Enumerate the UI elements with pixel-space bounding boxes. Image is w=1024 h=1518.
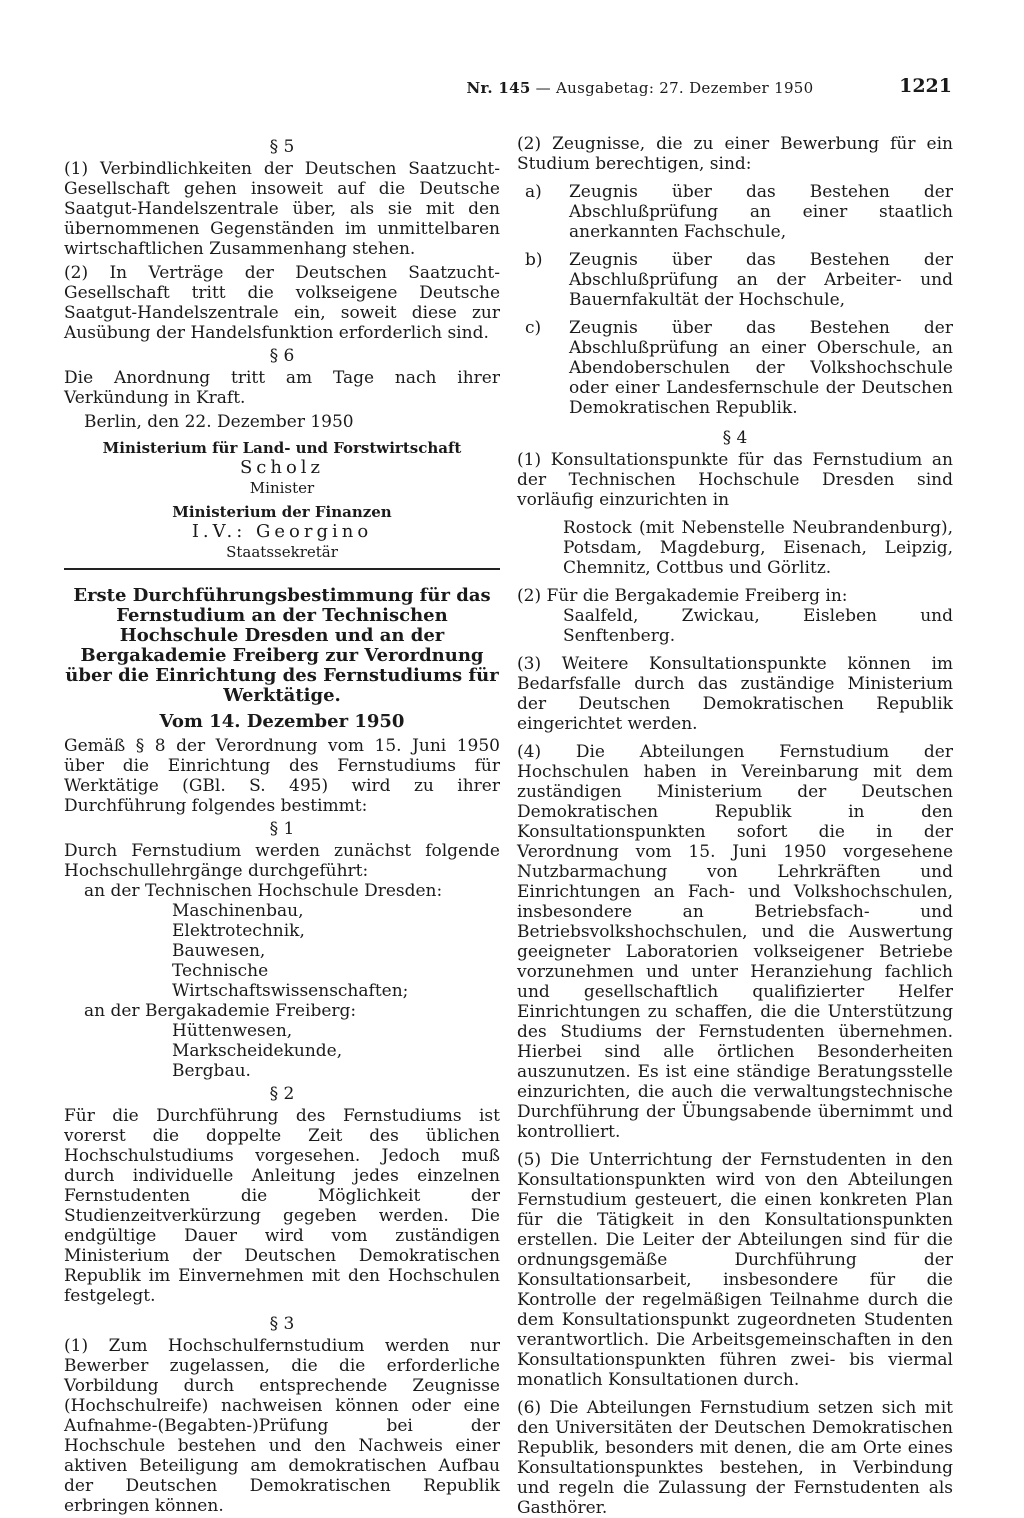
ministry-1: Ministerium für Land- und Forstwirtschaft [102, 439, 462, 457]
consultation-places-ba: Saalfeld, Zwickau, Eisleben und Senftenberg. [563, 606, 953, 646]
section-1-heading: § 1 [269, 819, 295, 839]
page-number: 1221 [899, 75, 952, 97]
ministry-2: Ministerium der Finanzen [172, 503, 392, 521]
right-column [517, 134, 953, 1518]
list-text: Zeugnis über das Bestehen der Abschlußprüfung an der Arbeiter- und Bauernfakultät der Hochschule, [569, 250, 953, 310]
tu-course-list [64, 901, 500, 1001]
list-item: Markscheidekunde, [172, 1041, 343, 1061]
section-4-paragraph-3: (3) Weitere Konsultationspunkte können im Bedarfsfalle durch das zuständige Ministerium der Deutschen Demokratischen Republik eingerichtet werden. [517, 654, 953, 734]
list-label: b) [525, 250, 543, 270]
list-label: c) [525, 318, 542, 338]
list-item: Hüttenwesen, [172, 1021, 293, 1041]
intro-paragraph: Gemäß § 8 der Verordnung vom 15. Juni 1950 über die Einrichtung des Fernstudiums für Werktätige (GBl. S. 495) wird zu ihrer Durchführung folgendes bestimmt: [64, 736, 500, 816]
section-4-paragraph-6: (6) Die Abteilungen Fernstudium setzen sich mit den Universitäten der Deutschen Demokratischen Republik, besonders mit denen, die am Orte eines Konsultationspunktes bestehen, in Verbindung und regeln die Zulassung der Fernstudenten als Gasthörer. [517, 1398, 953, 1518]
section-4-paragraph-4: (4) Die Abteilungen Fernstudium der Hochschulen haben in Vereinbarung mit dem zuständigen Ministerium der Deutschen Demokratischen Republik in den Konsultationspunkten sofort die in der Verordnung vom 15. Juni 1950 vorgesehene Nutzbarmachung von Lehrkräften und Einrichtungen an Fach- und Volkshochschulen, insbesondere an Betriebsfach- und Betriebsvolkshochschulen, und die Auswertung geeigneter Laboratorien volkseigener Betriebe vorzunehmen und unter Heranziehung fachlich und gesellschaftlich qualifizierter Helfer Einrichtungen zu schaffen, die die Unterstützung des Studiums der Fernstudenten übernehmen. Hierbei sind alle örtlichen Besonderheiten auszunutzen. Es ist eine ständige Beratungsstelle einzurichten, die auch die verwaltungstechnische Durchführung der Übungsabende übernimmt und kontrolliert. [517, 742, 953, 1142]
issue-number: Nr. 145 [466, 79, 531, 97]
section-2-paragraph: Für die Durchführung des Fernstudiums ist vorerst die doppelte Zeit des üblichen Hochschulstudiums vorgesehen. Jedoch muß durch individuelle Anleitung jedes einzelnen Fernstudenten die Möglichkeit der Studienzeitverkürzung gegeben werden. Die endgültige Dauer wird vom zuständigen Ministerium der Deutschen Demokratischen Republik im Einvernehmen mit den Hochschulen festgelegt. [64, 1106, 500, 1306]
signer-2-title: Staatssekretär [226, 543, 338, 561]
signer-1: Scholz [239, 457, 325, 478]
section-4-paragraph-1: (1) Konsultationspunkte für das Fernstudium an der Technischen Hochschule Dresden sind vorläufig einzurichten in [517, 450, 953, 510]
section-4-paragraph-5: (5) Die Unterrichtung der Fernstudenten in den Konsultationspunkten wird von den Abteilungen Fernstudium gesteuert, die einen konkreten Plan für die Tätigkeit in den Konsultationspunkten erstellen. Die Leiter der Abteilungen sind für die ordnungsgemäße Durchführung der Konsultationsarbeit, insbesondere für die Kontrolle der regelmäßigen Teilnahme durch die dem Konsultationspunkt zugeordneten Studenten verantwortlich. Die Arbeitsgemeinschaften in den Konsultationspunkten führen zwei- bis viermal monatlich Konsultationen durch. [517, 1150, 953, 1390]
tu-dresden-label: an der Technischen Hochschule Dresden: [84, 881, 443, 901]
ba-course-list [64, 1021, 500, 1081]
list-item [517, 182, 953, 242]
list-text: Zeugnis über das Bestehen der Abschlußprüfung an einer staatlich anerkannten Fachschule, [569, 182, 953, 242]
bergakademie-label: an der Bergakademie Freiberg: [84, 1001, 357, 1021]
document-date: Vom 14. Dezember 1950 [159, 711, 405, 732]
section-1-paragraph: Durch Fernstudium werden zunächst folgende Hochschullehrgänge durchgeführt: [64, 841, 500, 881]
section-divider [64, 568, 500, 570]
list-item: Bergbau. [172, 1061, 251, 1081]
issue-line [340, 79, 940, 97]
list-item: Technische Wirtschaftswissenschaften; [172, 961, 409, 1001]
list-item: Maschinenbau, [172, 901, 304, 921]
list-text: Zeugnis über das Bestehen der Abschlußprüfung an einer Oberschule, an Abendoberschulen der Volkshochschule oder einer Landesfernschule der Deutschen Demokratischen Republik. [569, 318, 953, 418]
section-6-paragraph-1: Die Anordnung tritt am Tage nach ihrer Verkündung in Kraft. [64, 368, 500, 408]
section-5-heading: § 5 [269, 137, 295, 157]
list-item: Bauwesen, [172, 941, 266, 961]
signer-1-title: Minister [249, 479, 315, 497]
list-item: Elektrotechnik, [172, 921, 305, 941]
left-column [64, 134, 500, 1516]
section-4-heading: § 4 [722, 428, 748, 448]
issue-date: — Ausgabetag: 27. Dezember 1950 [535, 79, 814, 97]
list-item [517, 250, 953, 310]
section-4-paragraph-2: (2) Für die Bergakademie Freiberg in: [517, 586, 848, 606]
consultation-places-tu: Rostock (mit Nebenstelle Neubrandenburg), Potsdam, Magdeburg, Eisenach, Leipzig, Chemnitz, Cottbus und Görlitz. [563, 518, 953, 578]
section-6-heading: § 6 [269, 346, 295, 366]
signer-2: I.V.: Georgino [191, 521, 373, 542]
list-item [517, 318, 953, 418]
section-3-paragraph-1: (1) Zum Hochschulfernstudium werden nur Bewerber zugelassen, die die erforderliche Vorbildung durch entsprechende Zeugnisse (Hochschulreife) nachweisen können oder eine Aufnahme-(Begabten-)Prüfung bei der Hochschule bestehen und den Nachweis einer aktiven Beteiligung am demokratischen Aufbau der Deutschen Demokratischen Republik erbringen können. [64, 1336, 500, 1516]
section-3-paragraph-2: (2) Zeugnisse, die zu einer Bewerbung für ein Studium berechtigen, sind: [517, 134, 953, 174]
place-date: Berlin, den 22. Dezember 1950 [84, 412, 354, 432]
document-title: Erste Durchführungsbestimmung für das Fernstudium an der Technischen Hochschule Dresden und an der Bergakademie Freiberg zur Verordnung über die Einrichtung des Fernstudiums für Werktätige. [65, 585, 499, 706]
section-2-heading: § 2 [269, 1084, 295, 1104]
section-3-heading: § 3 [269, 1314, 295, 1334]
section-5-paragraph-2: (2) In Verträge der Deutschen Saatzucht-Gesellschaft tritt die volkseigene Deutsche Saatgut-Handelszentrale ein, soweit diese zur Ausübung der Handelsfunktion erforderlich sind. [64, 263, 500, 343]
list-label: a) [525, 182, 542, 202]
section-5-paragraph-1: (1) Verbindlichkeiten der Deutschen Saatzucht-Gesellschaft gehen insoweit auf die Deutsche Saatgut-Handelszentrale über, als sie mit den übernommenen Gegenständen im unmittelbaren wirtschaftlichen Zusammenhang stehen. [64, 159, 500, 259]
page-header [340, 75, 952, 103]
